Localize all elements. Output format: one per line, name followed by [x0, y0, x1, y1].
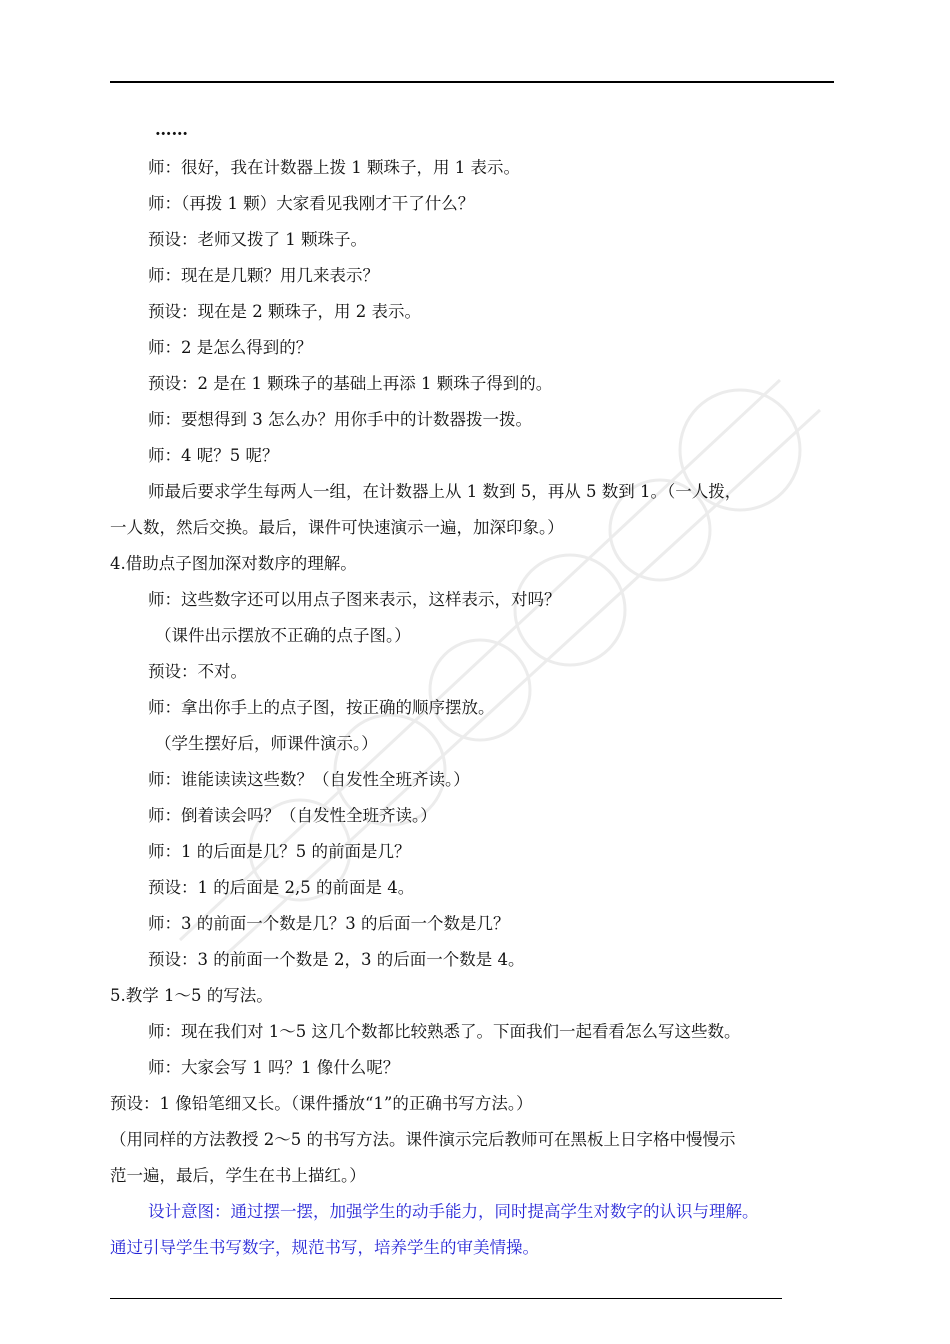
dialogue-line: 预设：不对。	[148, 662, 247, 681]
dialogue-line: 师：（再拨 1 颗）大家看见我刚才干了什么？	[148, 194, 475, 213]
dialogue-line: 师：现在我们对 1～5 这几个数都比较熟悉了。下面我们一起看看怎么写这些数。	[148, 1022, 741, 1041]
design-intent-line: 通过引导学生书写数字，规范书写，培养学生的审美情操。	[110, 1238, 539, 1257]
dialogue-line: 师：这些数字还可以用点子图来表示，这样表示，对吗？	[148, 590, 561, 609]
ellipsis: ……	[155, 120, 188, 139]
paragraph-line: 范一遍，最后，学生在书上描红。）	[110, 1166, 366, 1185]
dialogue-line: 预设：2 是在 1 颗珠子的基础上再添 1 颗珠子得到的。	[148, 374, 553, 393]
section-heading: 5.教学 1～5 的写法。	[110, 986, 273, 1005]
header-rule	[110, 81, 834, 83]
dialogue-line: 师：要想得到 3 怎么办？用你手中的计数器拨一拨。	[148, 410, 532, 429]
dialogue-line: 师：谁能读读这些数？（自发性全班齐读。）	[148, 770, 470, 789]
dialogue-line: 预设：3 的前面一个数是 2，3 的后面一个数是 4。	[148, 950, 525, 969]
paragraph-line: 师最后要求学生每两人一组，在计数器上从 1 数到 5，再从 5 数到 1。（一人拨，	[148, 482, 742, 501]
dialogue-line: 师：大家会写 1 吗？1 像什么呢？	[148, 1058, 400, 1077]
dialogue-line: 师：现在是几颗？用几来表示？	[148, 266, 379, 285]
dialogue-line: 预设：1 的后面是 2,5 的前面是 4。	[148, 878, 415, 897]
paragraph-line: 一人数，然后交换。最后，课件可快速演示一遍，加深印象。）	[110, 518, 564, 537]
dialogue-line: 师：3 的前面一个数是几？3 的后面一个数是几？	[148, 914, 510, 933]
dialogue-line: 师：4 呢？5 呢？	[148, 446, 279, 465]
section-heading: 4.借助点子图加深对数序的理解。	[110, 554, 357, 573]
dialogue-line: 师：2 是怎么得到的？	[148, 338, 313, 357]
dialogue-line: 师：很好，我在计数器上拨 1 颗珠子，用 1 表示。	[148, 158, 520, 177]
paragraph-line: （用同样的方法教授 2～5 的书写方法。课件演示完后教师可在黑板上日字格中慢慢示	[110, 1130, 736, 1149]
dialogue-line: 师：1 的后面是几？5 的前面是几？	[148, 842, 411, 861]
design-intent-line: 设计意图：通过摆一摆，加强学生的动手能力，同时提高学生对数字的认识与理解。	[148, 1202, 759, 1221]
note-line: （课件出示摆放不正确的点子图。）	[155, 626, 411, 645]
footer-rule	[110, 1298, 782, 1299]
dialogue-line: 师：倒着读会吗？（自发性全班齐读。）	[148, 806, 437, 825]
note-line: （学生摆好后，师课件演示。）	[155, 734, 378, 753]
dialogue-line: 预设：1 像铅笔细又长。（课件播放“1”的正确书写方法。）	[110, 1094, 533, 1113]
dialogue-line: 预设：老师又拨了 1 颗珠子。	[148, 230, 367, 249]
dialogue-line: 师：拿出你手上的点子图，按正确的顺序摆放。	[148, 698, 495, 717]
dialogue-line: 预设：现在是 2 颗珠子，用 2 表示。	[148, 302, 421, 321]
